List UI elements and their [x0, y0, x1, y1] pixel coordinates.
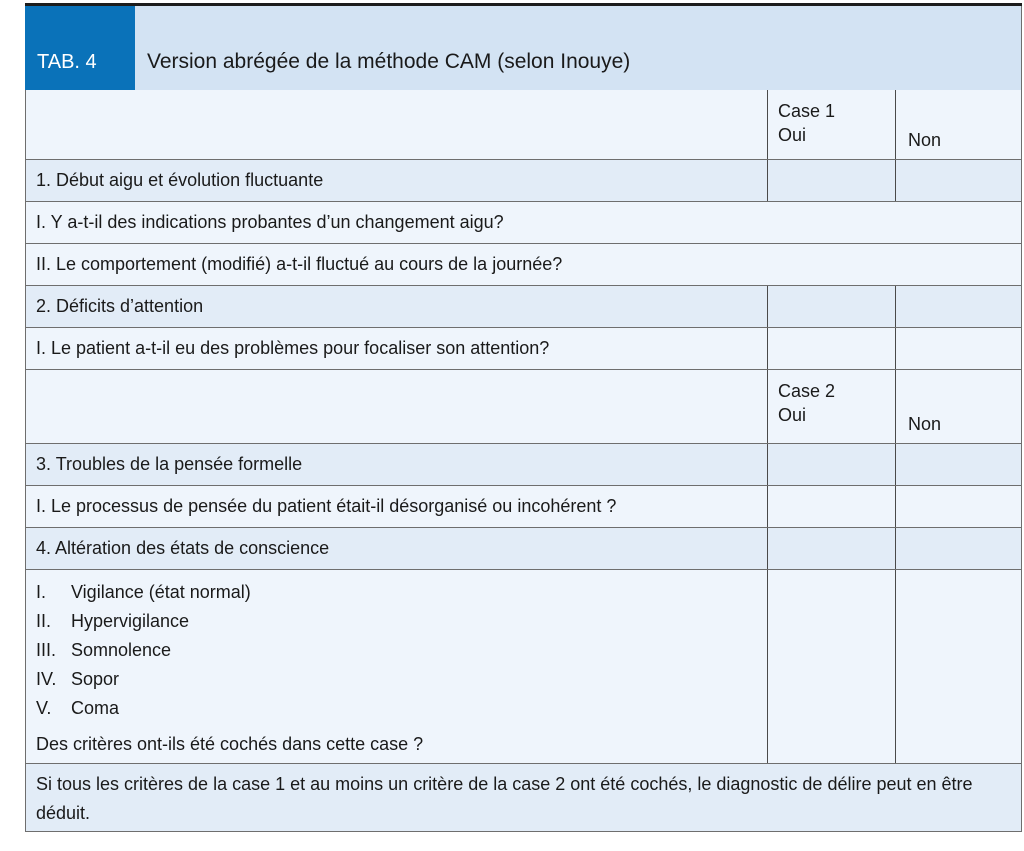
table-row	[25, 486, 1022, 528]
level-item	[36, 636, 171, 665]
level-number: II.	[36, 611, 52, 631]
table-row	[25, 244, 1022, 286]
table-row	[25, 528, 1022, 570]
level-number: III.	[36, 640, 57, 660]
case-2-yes-header	[767, 370, 895, 443]
no-label: Non	[908, 130, 942, 150]
no-checkbox-cell[interactable]	[895, 444, 1021, 485]
no-checkbox-cell[interactable]	[895, 570, 1021, 763]
consciousness-question: Des critères ont-ils été cochés dans cette case ?	[36, 734, 424, 754]
blank-cell	[26, 370, 767, 443]
yes-checkbox-cell[interactable]	[767, 286, 895, 327]
criterion-question: II. Le comportement (modifié) a-t-il fluctué au cours de la journée?	[36, 254, 563, 274]
criterion-heading: 2. Déficits d’attention	[36, 296, 204, 316]
yes-checkbox-cell[interactable]	[767, 328, 895, 369]
cam-table	[25, 3, 1022, 832]
yes-checkbox-cell[interactable]	[767, 570, 895, 763]
blank-cell	[26, 90, 767, 159]
no-checkbox-cell[interactable]	[895, 486, 1021, 527]
yes-label: Oui	[778, 405, 807, 425]
table-number-label: TAB. 4	[25, 6, 135, 90]
consciousness-levels-row	[25, 570, 1022, 764]
level-label: Sopor	[71, 669, 120, 689]
level-label: Hypervigilance	[71, 611, 190, 631]
no-checkbox-cell[interactable]	[895, 286, 1021, 327]
no-checkbox-cell[interactable]	[895, 528, 1021, 569]
level-number: I.	[36, 582, 47, 602]
level-item	[36, 665, 119, 694]
case-1-yes-header	[767, 90, 895, 159]
case-2-label: Case 2	[778, 381, 836, 401]
case-1-header-row	[25, 90, 1022, 160]
criterion-question: I. Le processus de pensée du patient était-il désorganisé ou incohérent ?	[36, 496, 617, 516]
level-item	[36, 607, 189, 636]
case-1-no-header	[895, 90, 1021, 159]
no-checkbox-cell[interactable]	[895, 160, 1021, 201]
level-number: IV.	[36, 669, 57, 689]
consciousness-levels-list	[26, 570, 767, 763]
level-label: Somnolence	[71, 640, 172, 660]
case-2-header-row	[25, 370, 1022, 444]
level-label: Coma	[71, 698, 120, 718]
table-row	[25, 202, 1022, 244]
table-header	[25, 6, 1022, 90]
level-item	[36, 578, 251, 607]
level-number: V.	[36, 698, 52, 718]
criterion-question: I. Le patient a-t-il eu des problèmes pour focaliser son attention?	[36, 338, 550, 358]
level-item	[36, 694, 119, 723]
yes-checkbox-cell[interactable]	[767, 444, 895, 485]
table-row	[25, 286, 1022, 328]
yes-checkbox-cell[interactable]	[767, 486, 895, 527]
criterion-question: I. Y a-t-il des indications probantes d’un changement aigu?	[36, 212, 504, 232]
yes-checkbox-cell[interactable]	[767, 160, 895, 201]
table-row	[25, 444, 1022, 486]
no-label: Non	[908, 414, 942, 434]
footer-row	[25, 764, 1022, 832]
no-checkbox-cell[interactable]	[895, 328, 1021, 369]
level-label: Vigilance (état normal)	[71, 582, 251, 602]
yes-checkbox-cell[interactable]	[767, 528, 895, 569]
table-title: Version abrégée de la méthode CAM (selon Inouye)	[147, 50, 631, 73]
criterion-heading: 3. Troubles de la pensée formelle	[36, 454, 303, 474]
table-row	[25, 328, 1022, 370]
case-2-no-header	[895, 370, 1021, 443]
criterion-heading: 4. Altération des états de conscience	[36, 538, 330, 558]
yes-label: Oui	[778, 125, 807, 145]
criterion-heading: 1. Début aigu et évolution fluctuante	[36, 170, 324, 190]
table-row	[25, 160, 1022, 202]
footer-note: Si tous les critères de la case 1 et au moins un critère de la case 2 ont été cochés, le diagnostic de délire peut en être déduit.	[36, 774, 973, 823]
case-1-label: Case 1	[778, 101, 836, 121]
